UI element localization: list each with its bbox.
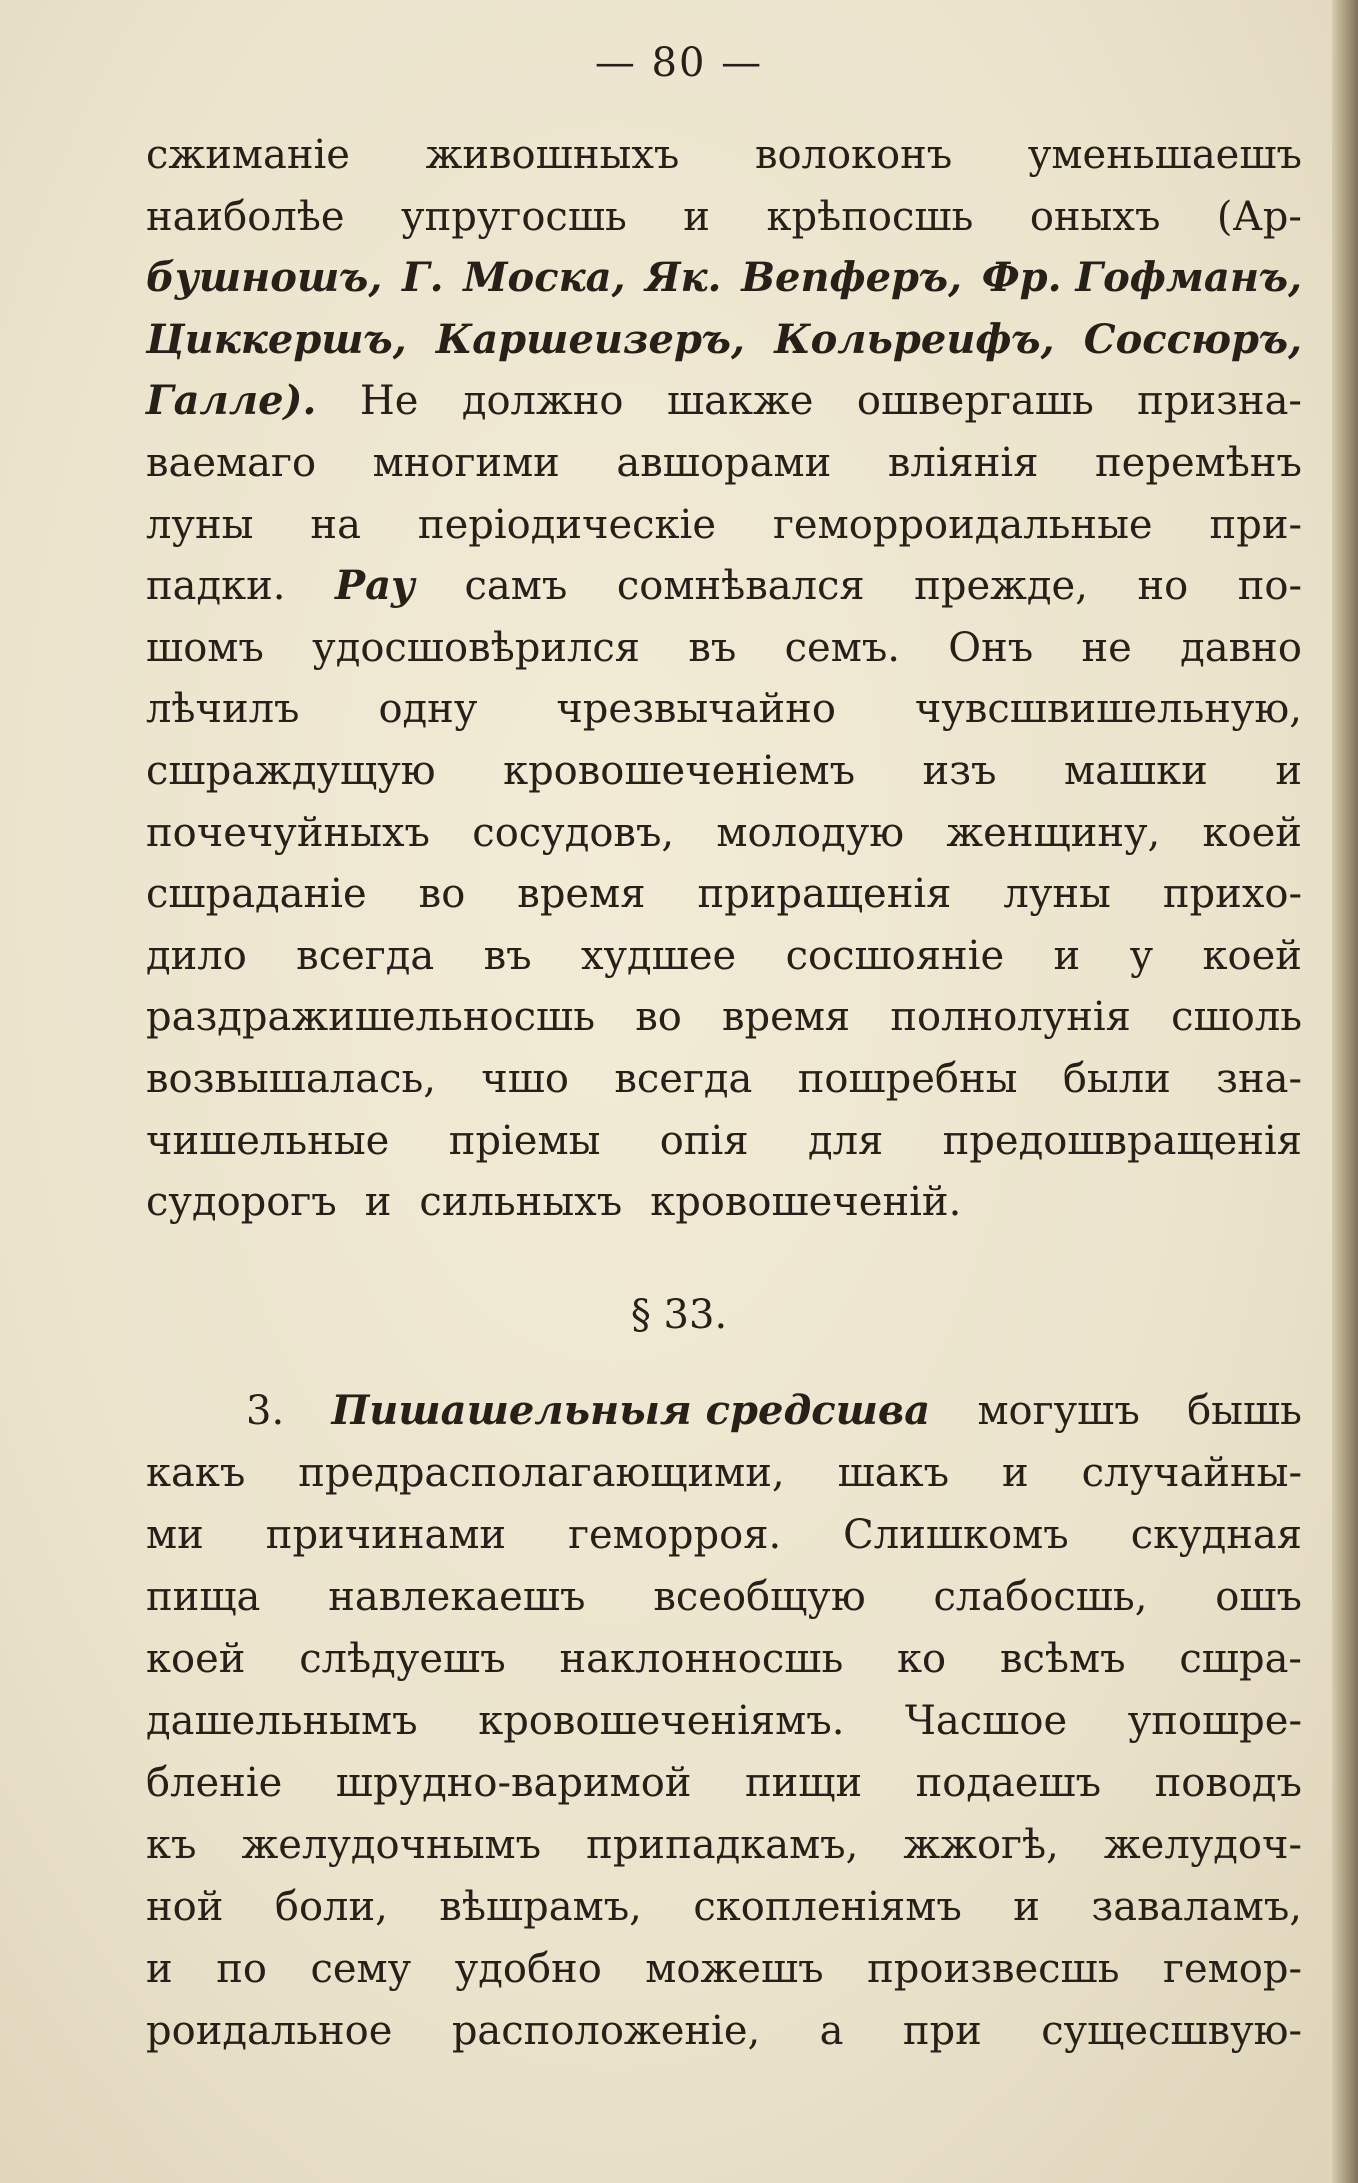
word: скудная: [1130, 1512, 1302, 1558]
word: возвышалась,: [146, 1056, 436, 1102]
word: ваемаго: [146, 440, 317, 486]
word: Слишкомъ: [843, 1512, 1069, 1558]
text-line: [146, 124, 1302, 186]
text-line: [146, 1690, 1302, 1752]
word: по: [216, 1946, 267, 1992]
word: опія: [659, 1117, 749, 1164]
word: и: [146, 1946, 173, 1992]
word: сему: [310, 1946, 412, 1992]
word: чрезвычайно: [556, 686, 836, 733]
word: ко: [897, 1636, 947, 1682]
word: призна-: [1137, 378, 1302, 425]
text-line: [146, 2000, 1302, 2062]
word: Кольреифъ,: [774, 315, 1055, 363]
text-line: [146, 1938, 1302, 2000]
word: и: [1275, 748, 1302, 794]
word: дашельнымъ: [146, 1698, 418, 1744]
word: сжиманіе: [146, 132, 350, 178]
word: при-: [1209, 501, 1302, 548]
word: сомнѣвался: [616, 563, 865, 610]
word: волоконъ: [754, 132, 953, 178]
word: дило: [146, 932, 247, 979]
word: во: [418, 871, 466, 918]
word: сущесшвую-: [1041, 2008, 1302, 2054]
text-line: [146, 1566, 1302, 1628]
word: прихо-: [1162, 871, 1302, 918]
word: шрудно-варимой: [335, 1760, 692, 1806]
text-line: [146, 432, 1302, 494]
text-line: [146, 678, 1302, 740]
word: Вепферъ,: [741, 254, 963, 302]
word: но: [1137, 563, 1189, 610]
text-line: [146, 1876, 1302, 1938]
word: геморроя.: [568, 1512, 782, 1558]
text-line: [146, 802, 1302, 864]
word: упругосшь: [401, 193, 627, 240]
word: лѣчилъ: [146, 686, 300, 733]
word: живошныхъ: [425, 132, 680, 178]
word: были: [1062, 1056, 1171, 1102]
word: можешъ: [645, 1946, 824, 1992]
word: ной: [146, 1884, 224, 1930]
text-line: [146, 986, 1302, 1048]
word: на: [310, 501, 361, 548]
word: пища: [146, 1574, 261, 1620]
word: роидальное: [146, 2008, 393, 2054]
word: давно: [1180, 624, 1302, 671]
word: сшраданіе: [146, 871, 367, 918]
word: молодую: [716, 809, 905, 856]
word: почечуйныхъ: [146, 809, 431, 856]
word: во: [635, 994, 682, 1041]
word: въ: [483, 932, 532, 979]
word: желудочнымъ: [241, 1822, 542, 1868]
word: сшраждущую: [146, 748, 436, 794]
word: Пишашельныя средсшва: [331, 1387, 931, 1434]
word: чувсшвишельную,: [914, 686, 1302, 733]
word: слабосшь,: [933, 1574, 1148, 1620]
word: крѣпосшь: [766, 193, 974, 240]
word: Часшое: [905, 1698, 1068, 1744]
text-line: [146, 1504, 1302, 1566]
word: наклонносшь: [559, 1636, 844, 1682]
word: сильныхъ: [419, 1179, 623, 1226]
word: Галле).: [146, 377, 317, 425]
text-line: [146, 1110, 1302, 1172]
word: предошвращенія: [942, 1117, 1302, 1164]
word: коей: [1202, 932, 1302, 979]
word: и: [1053, 932, 1081, 979]
text-line: [146, 617, 1302, 679]
word: Соссюръ,: [1083, 315, 1302, 363]
word: Моска,: [463, 254, 626, 302]
word: пріемы: [448, 1117, 601, 1164]
word: заваламъ,: [1091, 1884, 1302, 1930]
text-line: [146, 494, 1302, 556]
word: кровошеченіямъ.: [478, 1698, 845, 1744]
word: кровошеченіемъ: [503, 748, 856, 794]
word: ошвергашь: [856, 378, 1094, 425]
text-line: [146, 1048, 1302, 1110]
word: чшо: [481, 1056, 570, 1102]
word: женщину,: [946, 809, 1161, 856]
text-line: [146, 925, 1302, 987]
word: прежде,: [914, 563, 1088, 610]
word: припадкамъ,: [586, 1822, 859, 1868]
word: удобно: [454, 1946, 602, 1992]
word: Як.: [645, 254, 722, 302]
word: сосудовъ,: [472, 809, 675, 856]
word: могушъ: [977, 1388, 1140, 1434]
word: раздражишельносшь: [146, 994, 595, 1041]
word: шакъ: [837, 1450, 950, 1496]
word: геморроидальные: [772, 501, 1153, 548]
text-line: [146, 247, 1302, 309]
word: авшорами: [616, 440, 832, 486]
word: чишельные: [146, 1117, 390, 1164]
word: луны: [1003, 871, 1111, 918]
text-line: [146, 555, 1302, 617]
word: (Ар-: [1216, 193, 1302, 240]
word: случайны-: [1081, 1450, 1302, 1496]
word: пищи: [744, 1760, 863, 1806]
word: а: [819, 2008, 844, 2054]
word: желудоч-: [1103, 1822, 1302, 1868]
word: у: [1129, 932, 1154, 979]
word: и: [364, 1179, 392, 1226]
word: всегда: [614, 1056, 753, 1102]
word: сосшояніе: [785, 932, 1005, 979]
word: бышь: [1187, 1388, 1302, 1434]
word: сшра-: [1179, 1636, 1302, 1682]
word: судорогъ: [146, 1179, 337, 1226]
text-line: [146, 1628, 1302, 1690]
word: бушношъ,: [146, 254, 383, 302]
word: къ: [146, 1822, 197, 1868]
word: пошребны: [797, 1056, 1018, 1102]
page-number: — 80 —: [594, 40, 764, 86]
text-line: [146, 186, 1302, 248]
word: вѣшрамъ,: [439, 1884, 642, 1930]
word: всегда: [296, 932, 435, 979]
word: приращенія: [697, 871, 952, 918]
text-line: [146, 863, 1302, 925]
word: шомъ: [146, 624, 264, 671]
word: худшее: [580, 932, 737, 979]
word: зна-: [1216, 1056, 1302, 1102]
word: Онъ: [948, 624, 1034, 671]
word: произвесшь: [867, 1946, 1120, 1992]
word: изъ: [922, 748, 997, 794]
word: для: [807, 1117, 884, 1164]
word: коей: [1202, 809, 1302, 856]
text-line: [146, 1442, 1302, 1504]
word: всѣмъ: [999, 1636, 1126, 1682]
word: самъ: [464, 563, 568, 610]
word: и: [1002, 1450, 1029, 1496]
section-heading: § 33.: [630, 1292, 728, 1338]
word: семъ.: [784, 624, 900, 671]
word: Каршеизеръ,: [435, 315, 745, 363]
word: скопленіямъ: [693, 1884, 962, 1930]
word: перемѣнъ: [1095, 440, 1302, 486]
word: луны: [146, 501, 254, 548]
word: навлекаешъ: [328, 1574, 586, 1620]
word: жжогѣ,: [903, 1822, 1059, 1868]
word: расположеніе,: [451, 2008, 761, 2054]
text-line: [146, 740, 1302, 802]
word: и: [683, 193, 710, 240]
word: и: [1013, 1884, 1040, 1930]
text-line: [146, 1171, 1302, 1233]
word: одну: [378, 686, 478, 733]
word: подаешъ: [915, 1760, 1102, 1806]
word: причинами: [265, 1512, 507, 1558]
text-line: [146, 370, 1302, 432]
word: Г.: [402, 254, 444, 302]
word: время: [722, 994, 851, 1041]
word: оныхъ: [1029, 193, 1161, 240]
text-line: [146, 309, 1302, 371]
word: Не: [359, 378, 419, 425]
word: время: [517, 871, 646, 918]
word: кровошеченій.: [650, 1179, 962, 1226]
word: должно: [461, 378, 624, 425]
word: слѣдуешъ: [299, 1636, 506, 1682]
word: Циккершъ,: [146, 315, 407, 363]
word: боли,: [274, 1884, 388, 1930]
word: сшоль: [1171, 994, 1302, 1041]
word: по-: [1237, 563, 1302, 610]
word: вліянія: [887, 440, 1039, 486]
word: уменьшаешъ: [1027, 132, 1302, 178]
text-line: [146, 1814, 1302, 1876]
word: упошре-: [1127, 1698, 1302, 1744]
word: въ: [688, 624, 737, 671]
word: полнолунія: [890, 994, 1131, 1041]
word: предрасполагающими,: [298, 1450, 785, 1496]
word: шакже: [666, 378, 814, 425]
word: какъ: [146, 1450, 246, 1496]
word: не: [1081, 624, 1132, 671]
word: Фр. Гофманъ,: [981, 254, 1302, 302]
word: коей: [146, 1636, 246, 1682]
word: удосшовѣрился: [312, 624, 641, 671]
word: всеобщую: [653, 1574, 866, 1620]
word: многими: [372, 440, 560, 486]
word: поводъ: [1154, 1760, 1302, 1806]
word: ми: [146, 1512, 204, 1558]
word: падки.: [146, 563, 286, 610]
word: при: [902, 2008, 982, 2054]
word: гемор-: [1163, 1946, 1302, 1992]
word: Рау: [335, 562, 415, 610]
word: наиболѣе: [146, 193, 345, 240]
text-line: [246, 1380, 1302, 1442]
word: машки: [1064, 748, 1208, 794]
word: 3.: [246, 1388, 285, 1434]
word: періодическіе: [417, 501, 716, 548]
page-edge-shadow: [1332, 0, 1358, 2183]
word: бленіе: [146, 1760, 283, 1806]
word: ошъ: [1215, 1574, 1302, 1620]
text-line: [146, 1752, 1302, 1814]
